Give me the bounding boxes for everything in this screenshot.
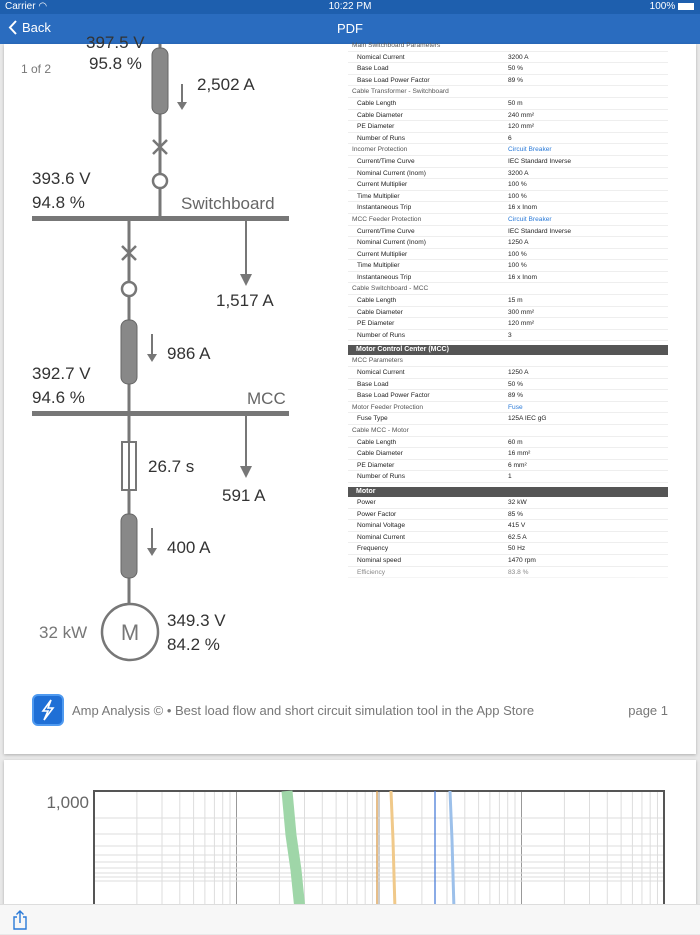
mcc-bus [32,411,289,416]
motor-symbol-letter: M [120,620,140,645]
table-row [348,330,668,342]
table-row [348,413,668,425]
row-value: 89 % [508,392,524,400]
row-key: Cable Length [357,438,397,446]
row-value: 85 % [508,510,524,518]
table-row [348,179,668,191]
table-row [348,460,668,472]
row-key: Fuse Type [357,415,388,423]
row-key: Base Load [357,65,389,73]
row-value: 89 % [508,76,524,84]
row-value: 125A IEC gG [508,415,547,423]
row-value: 100 % [508,262,527,270]
carrier-label: Carrier ◠ [5,1,48,12]
row-key: Current Multiplier [357,181,408,189]
subsection-title: Cable Transformer - Switchboard [352,88,449,96]
row-value: 1250 A [508,239,529,247]
table-row [348,543,668,555]
row-value: 50 m [508,99,523,107]
subsection-title: MCC Parameters [352,357,403,365]
row-value: 1 [508,473,512,481]
table-row [348,497,668,509]
app-bolt-icon [32,694,64,726]
table-row [348,379,668,391]
table-row [348,156,668,168]
top-voltage-label: 397.5 V [86,33,145,52]
row-value: 16 mm² [508,450,531,458]
row-key: Number of Runs [357,134,406,142]
table-row [348,249,668,261]
subsection-title: Main Switchboard Parameters [352,42,441,49]
table-row [348,307,668,319]
row-value: 1470 rpm [508,556,536,564]
table-subsection-header [348,355,668,367]
row-key: Current/Time Curve [357,157,415,165]
row-value: 6 [508,134,512,142]
row-value: 83.8 % [508,568,529,576]
nav-title: PDF [337,21,363,36]
time-current-curve-chart [4,760,696,910]
row-key: PE Diameter [357,461,395,469]
row-key: Base Load Power Factor [357,392,430,400]
row-key: Cable Diameter [357,308,403,316]
pdf-page-1[interactable] [4,33,696,754]
row-value: 100 % [508,250,527,258]
row-value: 15 m [508,297,523,305]
table-row [348,520,668,532]
motor-pf-label: 84.2 % [167,635,220,654]
row-key: Cable Diameter [357,111,403,119]
row-value: 1250 A [508,369,529,377]
row-value: 3 [508,331,512,339]
top-current-label: 2,502 A [197,75,255,94]
row-key: PE Diameter [357,320,395,328]
branch1-current-label: 1,517 A [216,291,274,310]
row-value: 100 % [508,192,527,200]
curve-green [287,791,300,910]
row-key: Nomical Current [357,369,405,377]
motor-voltage-label: 349.3 V [167,611,226,630]
table-row [348,437,668,449]
battery-icon [678,3,694,10]
row-key: PE Diameter [357,123,395,131]
branch1-arrow-head [240,274,252,286]
table-row [348,272,668,284]
mcc-voltage-label: 392.7 V [32,364,91,383]
sw-voltage-label: 393.6 V [32,169,91,188]
subsection-title: Motor Feeder Protection [352,403,424,411]
row-key: Cable Length [357,99,397,107]
protection-type-link[interactable]: Circuit Breaker [508,215,552,223]
cable-symbol-3 [121,514,137,578]
table-row [348,133,668,145]
table-row [348,168,668,180]
cable-symbol-2 [121,320,137,384]
table-row [348,448,668,460]
row-key: Nominal Current (Inom) [357,169,426,177]
table-row [348,191,668,203]
table-row [348,121,668,133]
battery: 100% [650,1,694,12]
pdf-footer [32,694,672,726]
row-value: IEC Standard Inverse [508,157,572,165]
table-row [348,295,668,307]
table-row [348,260,668,272]
row-value: IEC Standard Inverse [508,227,572,235]
wifi-icon: ◠ [38,1,48,12]
row-value: 3200 A [508,53,529,61]
row-value: 415 V [508,522,526,530]
row-key: Base Load [357,380,389,388]
table-subsection-header [348,214,668,226]
table-subsection-header [348,402,668,414]
table-row [348,110,668,122]
row-value: 50 % [508,380,524,388]
table-row [348,52,668,64]
row-key: Nominal speed [357,556,401,564]
table-row [348,75,668,87]
share-button[interactable] [12,910,28,935]
row-key: Number of Runs [357,331,406,339]
row-key: Power Factor [357,510,397,518]
footer-page-number: page 1 [628,703,668,718]
row-value: 300 mm² [508,308,535,316]
table-row [348,237,668,249]
mcc-pf-label: 94.6 % [32,388,85,407]
branch2-arrow-head [240,466,252,478]
row-value: 240 mm² [508,111,535,119]
row-key: Instantaneous Trip [357,273,412,281]
row-key: Nominal Current [357,533,406,541]
row-value: 16 x Inom [508,204,537,212]
cable-symbol-1 [152,48,168,114]
share-icon [12,910,28,930]
row-key: Instantaneous Trip [357,204,412,212]
row-key: Base Load Power Factor [357,76,430,84]
page-indicator: 1 of 2 [21,62,52,76]
row-key: Efficiency [357,568,386,576]
row-key: Time Multiplier [357,192,400,200]
arrow-head-1 [177,102,187,110]
table-subsection-header [348,283,668,295]
isolator-symbol-1 [153,174,167,188]
chart-grid [94,791,664,910]
bottom-toolbar [0,904,700,934]
protection-type-link[interactable]: Circuit Breaker [508,146,552,154]
table-row [348,63,668,75]
table-subsection-header [348,425,668,437]
mcc-feeder-current-label: 986 A [167,344,211,363]
row-key: Nomical Current [357,53,405,61]
clock: 10:22 PM [328,1,372,12]
fuse-time-label: 26.7 s [148,457,195,476]
table-subsection-header [348,144,668,156]
row-key: Number of Runs [357,473,406,481]
row-value: 120 mm² [508,123,535,131]
switchboard-label: Switchboard [181,194,275,213]
table-row [348,567,668,579]
table-row [348,471,668,483]
table-row [348,390,668,402]
row-value: 16 x Inom [508,273,537,281]
subsection-title: MCC Feeder Protection [352,215,422,223]
row-value: 50 Hz [508,545,526,553]
back-label: Back [22,20,51,35]
motor-current-label: 400 A [167,538,211,557]
branch2-current-label: 591 A [222,486,266,505]
row-value: 120 mm² [508,320,535,328]
switchboard-bus [32,216,289,221]
subsection-title: Cable Switchboard - MCC [352,285,429,293]
row-key: Current Multiplier [357,250,408,258]
protection-type-link[interactable]: Fuse [508,403,523,411]
pdf-page-2[interactable] [4,760,696,910]
row-value: 60 m [508,438,523,446]
row-key: Nominal Voltage [357,522,406,530]
single-line-diagram [4,33,304,684]
mcc-label: MCC [247,389,286,408]
table-subsection-header [348,86,668,98]
row-key: Cable Length [357,297,397,305]
row-value: 100 % [508,181,527,189]
parameters-table [348,40,668,578]
table-subsection-header [348,40,668,52]
table-row [348,509,668,521]
arrow-head-2 [147,354,157,362]
subsection-title: Incomer Protection [352,146,408,154]
table-row [348,367,668,379]
arrow-head-3 [147,548,157,556]
table-row [348,98,668,110]
row-key: Nominal Current (Inom) [357,239,426,247]
row-value: 3200 A [508,169,529,177]
curve-blue-light [450,791,454,910]
row-value: 6 mm² [508,461,527,469]
motor-power-label: 32 kW [39,623,88,642]
table-row [348,532,668,544]
table-row [348,226,668,238]
status-bar [0,0,700,14]
table-section-header: Motor [348,487,668,497]
row-key: Current/Time Curve [357,227,415,235]
table-row [348,555,668,567]
footer-text: Amp Analysis © • Best load flow and short circuit simulation tool in the App Store [72,703,535,718]
row-key: Power [357,498,376,506]
top-pf-label: 95.8 % [89,54,142,73]
row-key: Frequency [357,545,389,553]
row-key: Cable Diameter [357,450,403,458]
row-value: 50 % [508,65,524,73]
subsection-title: Cable MCC - Motor [352,427,409,434]
table-row [348,202,668,214]
row-value: 32 kW [508,498,527,506]
curve-orange-light [391,791,395,910]
isolator-symbol-2 [122,282,136,296]
table-section-header: Motor Control Center (MCC) [348,345,668,355]
row-key: Time Multiplier [357,262,400,270]
table-row [348,318,668,330]
chart-y-top-label: 1,000 [46,793,89,812]
sw-pf-label: 94.8 % [32,193,85,212]
row-value: 62.5 A [508,533,527,541]
